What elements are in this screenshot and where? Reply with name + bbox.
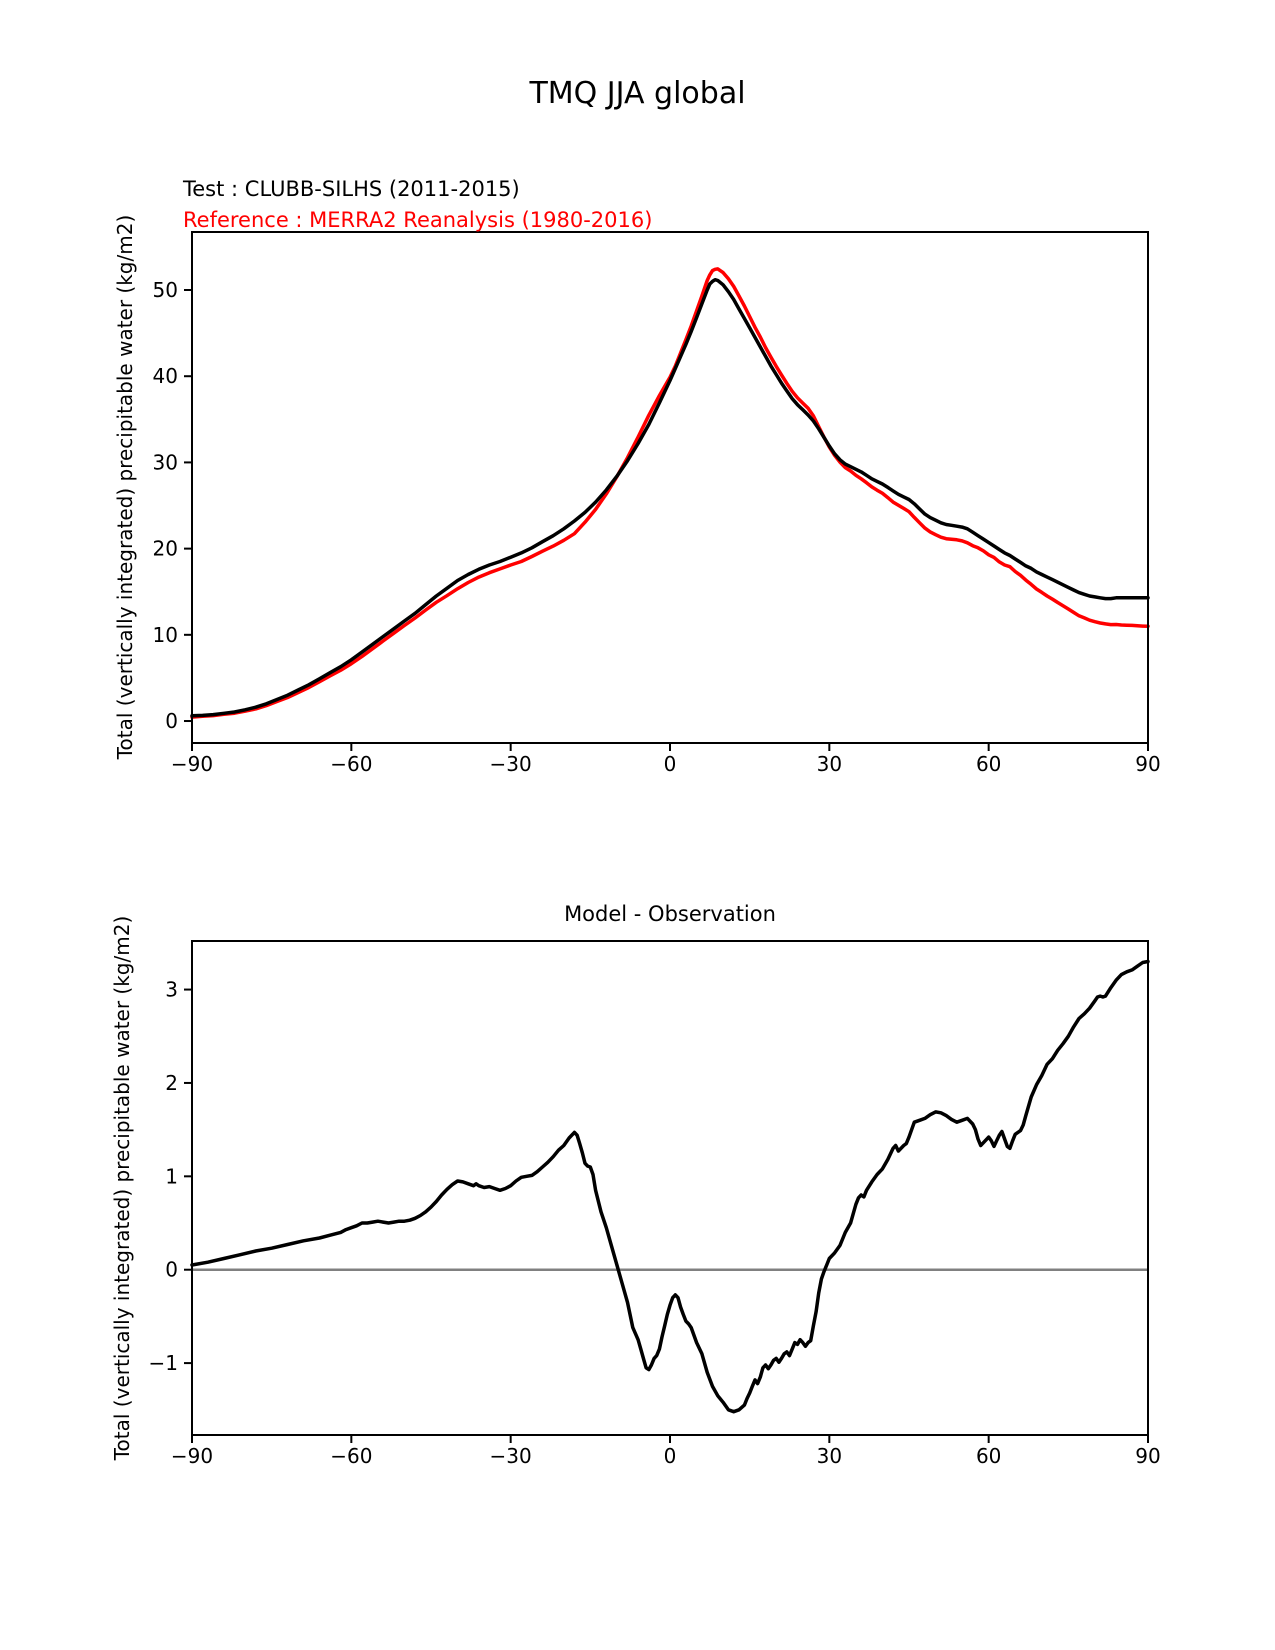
y-tick-label: 2 (165, 1070, 178, 1095)
y-tick-label: 20 (152, 536, 178, 561)
x-tick-label: 30 (816, 752, 843, 776)
x-tick-label: −60 (330, 752, 373, 776)
y-tick-label: 0 (165, 1257, 178, 1282)
x-tick-label: 60 (975, 1444, 1002, 1468)
bottom-chart-title: Model - Observation (564, 902, 776, 926)
x-tick-label: −60 (330, 1444, 373, 1468)
bottom-chart (149, 941, 1161, 1468)
figure-title: TMQ JJA global (529, 76, 746, 111)
series-line (192, 962, 1148, 1412)
series-line (192, 280, 1148, 716)
x-tick-label: 90 (1135, 752, 1161, 776)
x-tick-label: 0 (663, 1444, 677, 1468)
x-tick-label: 90 (1135, 1444, 1161, 1468)
y-tick-label: 0 (165, 709, 178, 734)
y-tick-label: 10 (152, 622, 178, 647)
x-tick-label: −90 (170, 1444, 214, 1468)
y-tick-label: 40 (152, 364, 178, 389)
series-line (192, 269, 1148, 717)
top-chart (153, 232, 1161, 776)
axes-box (192, 941, 1148, 1435)
y-tick-label: 1 (165, 1164, 178, 1189)
x-tick-label: −30 (489, 1444, 532, 1468)
y-tick-label: 30 (152, 450, 178, 475)
legend-test-label: Test : CLUBB-SILHS (2011-2015) (183, 177, 520, 201)
x-tick-label: 30 (816, 1444, 843, 1468)
axes-box (192, 232, 1148, 743)
x-tick-label: 60 (975, 752, 1002, 776)
x-tick-label: −30 (489, 752, 532, 776)
x-tick-label: 0 (663, 752, 677, 776)
y-tick-label: 50 (152, 278, 178, 303)
legend (183, 174, 652, 236)
x-tick-label: −90 (170, 752, 214, 776)
figure: −90 −60 −30 0 30 60 90 0 10 20 30 40 50 −90 −60 −30 0 30 60 90 −1 0 1 2 3 TMQ JJA global Test : CLUBB-SILHS (2011-2015) Reference : MERRA2 Reanalysis (1980-2016) Total (vertically integrated) precipitable water (kg/m2) Model - Observation Total (vertically integrated) precipitable water (kg/m2) (0, 0, 1275, 1650)
y-tick-label: 3 (165, 977, 178, 1002)
legend-reference-label: Reference : MERRA2 Reanalysis (1980-2016) (183, 208, 653, 232)
y-tick-label: −1 (148, 1351, 178, 1376)
